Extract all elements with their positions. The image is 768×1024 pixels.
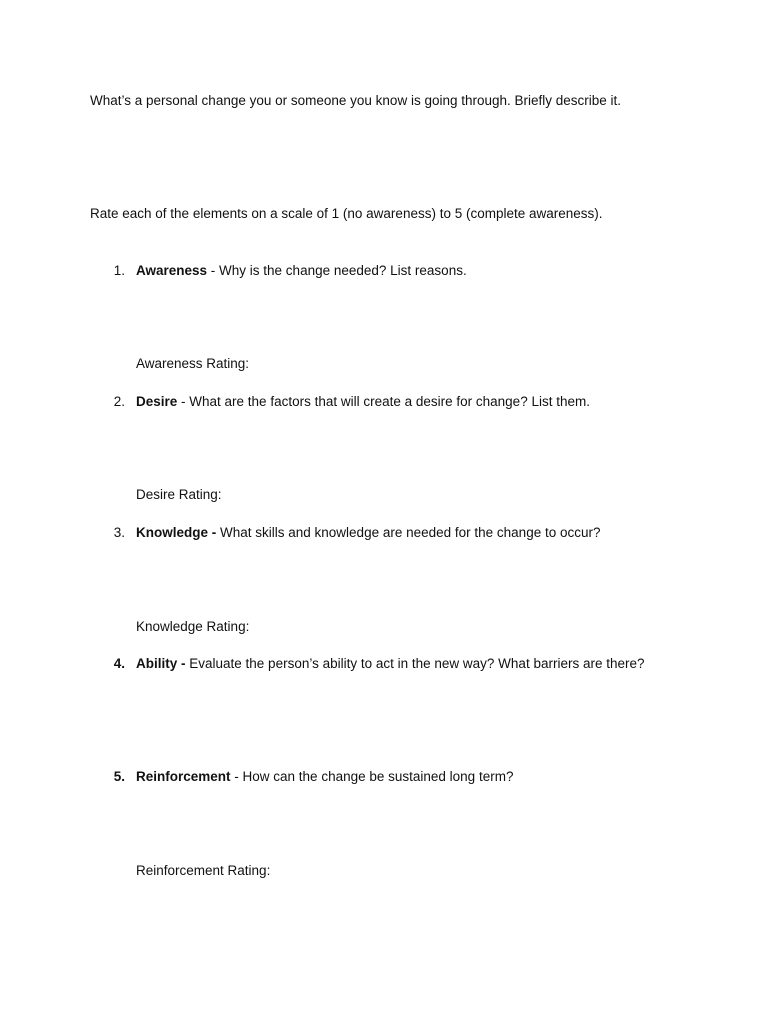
desire-rating-label: Desire Rating:: [136, 487, 222, 502]
item-text: - What are the factors that will create a desire for change? List them.: [177, 394, 590, 409]
item-number: 2.: [113, 394, 125, 409]
item-term: Knowledge -: [136, 525, 220, 540]
item-text: - How can the change be sustained long term?: [230, 769, 514, 784]
item-text: What skills and knowledge are needed for the change to occur?: [220, 525, 601, 540]
intro-question: What’s a personal change you or someone you know is going through. Briefly describe it.: [90, 93, 622, 108]
item-text: Evaluate the person’s ability to act in the new way? What barriers are there?: [189, 656, 645, 671]
knowledge-rating-label: Knowledge Rating:: [136, 619, 250, 634]
item-number: 4.: [113, 656, 125, 671]
item-term: Awareness: [136, 263, 208, 278]
list-item-ability: [136, 656, 645, 672]
item-text: - Why is the change needed? List reasons.: [207, 263, 467, 278]
item-term: Desire: [136, 394, 178, 409]
list-item-awareness: [136, 263, 467, 279]
list-item-reinforcement: [136, 769, 513, 785]
item-number: 3.: [113, 525, 125, 540]
reinforcement-rating-label: Reinforcement Rating:: [136, 863, 271, 878]
item-term: Reinforcement: [136, 769, 231, 784]
list-item-knowledge: [136, 525, 601, 541]
list-item-desire: [136, 394, 590, 410]
rating-instructions: Rate each of the elements on a scale of 1 (no awareness) to 5 (complete awareness).: [90, 206, 603, 221]
item-number: 1.: [113, 263, 125, 278]
item-term: Ability -: [136, 656, 190, 671]
item-number: 5.: [113, 769, 125, 784]
awareness-rating-label: Awareness Rating:: [136, 356, 250, 371]
